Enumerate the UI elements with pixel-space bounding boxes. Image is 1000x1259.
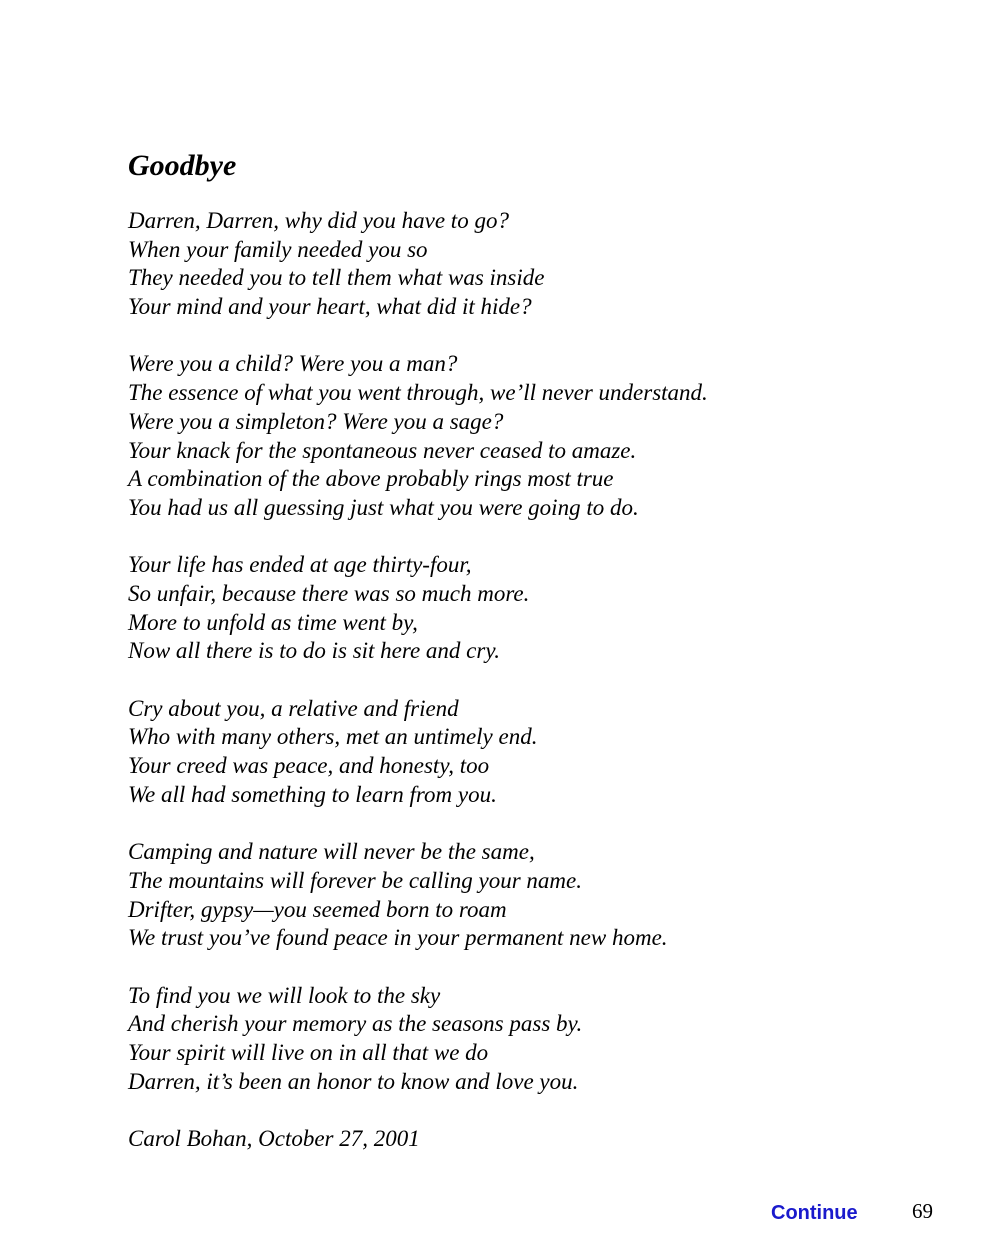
stanza-2 xyxy=(128,350,948,522)
poem-line: Who with many others, met an untimely end. xyxy=(128,724,538,750)
poem-line: Your creed was peace, and honesty, too xyxy=(128,753,490,779)
poem-line: Your spirit will live on in all that we do xyxy=(128,1039,489,1065)
poem-line: We trust you’ve found peace in your permanent new home. xyxy=(128,925,668,951)
poem-line: The mountains will forever be calling your name. xyxy=(128,867,582,893)
poem-line: Your knack for the spontaneous never ceased to amaze. xyxy=(128,437,637,463)
poem-line: Were you a child? Were you a man? xyxy=(128,351,458,377)
poem-line: More to unfold as time went by, xyxy=(128,609,418,635)
poem-line: Cry about you, a relative and friend xyxy=(128,695,459,721)
poem-line: Darren, Darren, why did you have to go? xyxy=(128,208,509,233)
poem-line: And cherish your memory as the seasons pass by. xyxy=(128,1011,583,1037)
poem-signature: Carol Bohan, October 27, 2001 xyxy=(128,1126,420,1151)
poem-line: To find you we will look to the sky xyxy=(128,982,441,1008)
poem-line: The essence of what you went through, we’ll never understand. xyxy=(128,380,708,406)
page-number: 69 xyxy=(912,1199,933,1223)
poem-line: Drifter, gypsy—you seemed born to roam xyxy=(128,896,507,922)
poem-line: When your family needed you so xyxy=(128,236,428,262)
poem-line: Camping and nature will never be the same, xyxy=(128,839,535,865)
poem-line: A combination of the above probably rings most true xyxy=(128,466,614,492)
poem-line: They needed you to tell them what was inside xyxy=(128,265,545,291)
poem-line: You had us all guessing just what you were going to do. xyxy=(128,494,639,520)
poem-line: We all had something to learn from you. xyxy=(128,781,497,807)
poem-line: Now all there is to do is sit here and cry. xyxy=(128,638,501,664)
poem-body xyxy=(128,207,948,1154)
poem-title: Goodbye xyxy=(128,149,237,182)
poem-line: Were you a simpleton? Were you a sage? xyxy=(128,408,504,434)
poem-line: So unfair, because there was so much more. xyxy=(128,580,530,606)
stanza-1 xyxy=(128,207,948,322)
stanza-6 xyxy=(128,982,948,1097)
poem-line: Darren, it’s been an honor to know and love you. xyxy=(128,1068,579,1094)
poem-line: Your mind and your heart, what did it hide? xyxy=(128,294,532,320)
stanza-5 xyxy=(128,838,948,953)
poem-line: Your life has ended at age thirty-four, xyxy=(128,552,472,578)
stanza-3 xyxy=(128,551,948,666)
stanza-4 xyxy=(128,695,948,810)
continue-link[interactable]: Continue xyxy=(771,1202,858,1224)
